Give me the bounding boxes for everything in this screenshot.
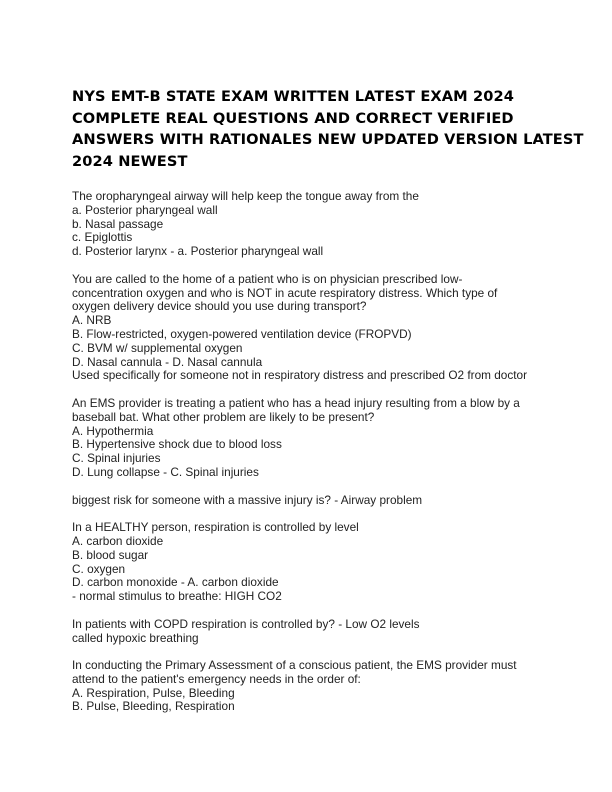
question-block — [72, 190, 542, 259]
answer-option: B. blood sugar — [72, 547, 149, 562]
question-line: baseball bat. What other problem are likely to be present? — [72, 409, 375, 424]
rationale-line: - normal stimulus to breathe: HIGH CO2 — [72, 589, 282, 604]
answer-option: A. Hypothermia — [72, 423, 154, 438]
answer-option: D. Lung collapse - C. Spinal injuries — [72, 464, 259, 479]
answer-option: D. Nasal cannula - D. Nasal cannula — [72, 354, 263, 369]
rationale-line: called hypoxic breathing — [72, 630, 199, 645]
answer-option: C. oxygen — [72, 561, 126, 576]
answer-option: B. Pulse, Bleeding, Respiration — [72, 699, 235, 714]
question-block — [72, 659, 542, 714]
document-body — [72, 190, 542, 728]
question-block — [72, 494, 542, 508]
document-title — [72, 86, 584, 172]
question-line: In conducting the Primary Assessment of a conscious patient, the EMS provider must — [72, 658, 517, 673]
answer-option: B. Hypertensive shock due to blood loss — [72, 437, 282, 452]
title-line: COMPLETE REAL QUESTIONS AND CORRECT VERIFIED — [72, 109, 514, 127]
question-block — [72, 273, 542, 383]
answer-option: b. Nasal passage — [72, 216, 164, 231]
answer-option: A. carbon dioxide — [72, 533, 164, 548]
question-block — [72, 618, 542, 646]
question-line: In a HEALTHY person, respiration is controlled by level — [72, 520, 359, 535]
answer-option: C. BVM w/ supplemental oxygen — [72, 340, 243, 355]
answer-option: B. Flow-restricted, oxygen-powered ventilation device (FROPVD) — [72, 326, 412, 341]
answer-option: A. Respiration, Pulse, Bleeding — [72, 685, 235, 700]
question-line: oxygen delivery device should you use during transport? — [72, 299, 367, 314]
answer-option: D. carbon monoxide - A. carbon dioxide — [72, 575, 279, 590]
question-line: biggest risk for someone with a massive injury is? - Airway problem — [72, 492, 423, 507]
question-line: attend to the patient's emergency needs in the order of: — [72, 671, 361, 686]
answer-option: C. Spinal injuries — [72, 451, 161, 466]
answer-option: d. Posterior larynx - a. Posterior pharyngeal wall — [72, 244, 324, 259]
question-block — [72, 397, 542, 480]
answer-option: a. Posterior pharyngeal wall — [72, 202, 218, 217]
question-block — [72, 521, 542, 604]
question-line: concentration oxygen and who is NOT in acute respiratory distress. Which type of — [72, 285, 498, 300]
title-line: 2024 NEWEST — [72, 152, 188, 170]
answer-option: A. NRB — [72, 313, 112, 328]
title-line: ANSWERS WITH RATIONALES NEW UPDATED VERSION LATEST — [72, 131, 584, 148]
answer-option: c. Epiglottis — [72, 230, 133, 245]
question-line: The oropharyngeal airway will help keep the tongue away from the — [72, 189, 419, 203]
question-line: In patients with COPD respiration is controlled by? - Low O2 levels — [72, 616, 420, 631]
question-line: An EMS provider is treating a patient who has a head injury resulting from a blow by a — [72, 395, 520, 410]
rationale-line: Used specifically for someone not in respiratory distress and prescribed O2 from doctor — [72, 368, 528, 383]
question-line: You are called to the home of a patient who is on physician prescribed low- — [72, 271, 463, 286]
title-line: NYS EMT-B STATE EXAM WRITTEN LATEST EXAM 2024 — [72, 88, 514, 105]
